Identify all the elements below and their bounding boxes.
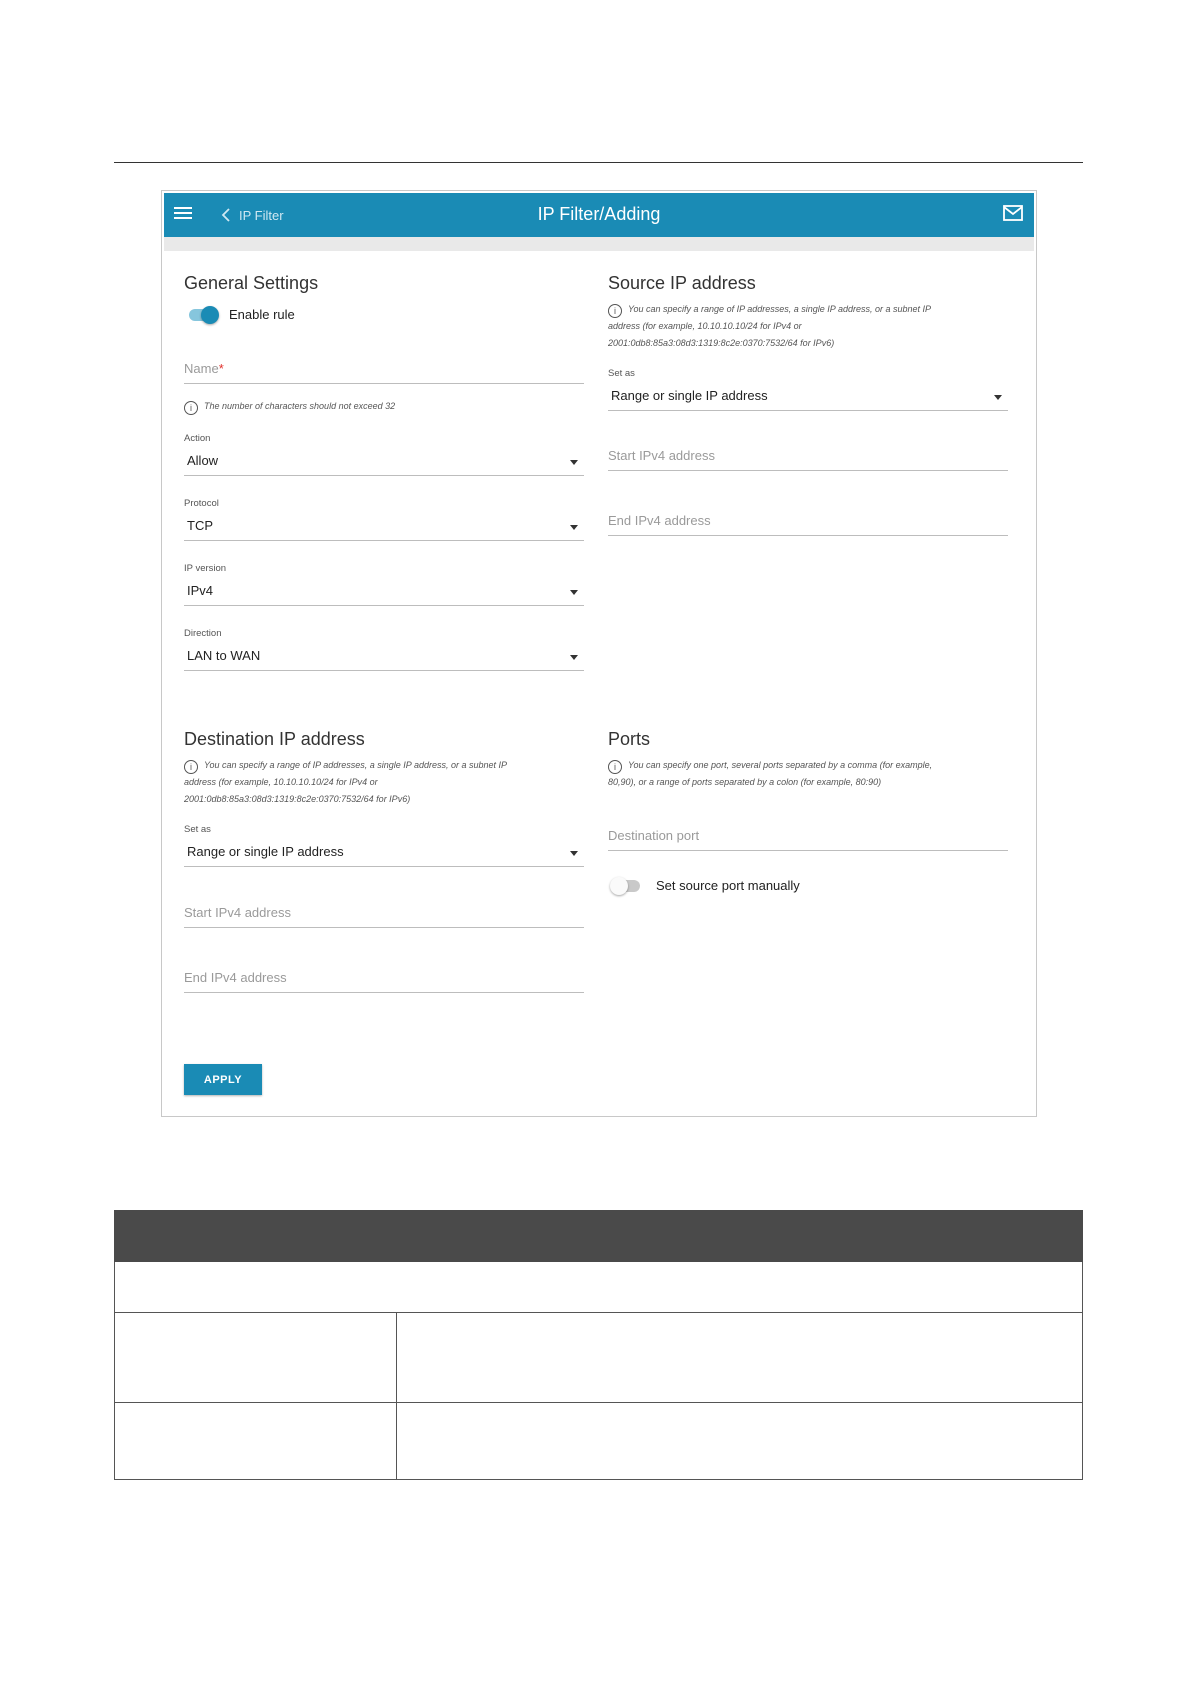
destination-ip-hint: i You can specify a range of IP addresses, a single IP address, or a subnet IP address (for example, 10.10.10.10/24 for IPv4 or 2001:0db8:85a3:08d3:1319:8c2e:0370:7532/64 for IPv6) bbox=[184, 760, 508, 804]
sub-bar bbox=[164, 237, 1034, 251]
enable-rule-toggle[interactable] bbox=[189, 307, 295, 322]
destination-start-ip-placeholder: Start IPv4 address bbox=[184, 905, 291, 920]
info-icon: i bbox=[608, 760, 622, 774]
table-row bbox=[114, 1313, 1083, 1403]
back-link-label: IP Filter bbox=[239, 207, 284, 223]
protocol-dropdown[interactable] bbox=[184, 510, 584, 541]
mail-icon[interactable] bbox=[1002, 203, 1024, 223]
source-ip-title: Source IP address bbox=[608, 273, 756, 293]
required-mark: * bbox=[218, 361, 224, 376]
apply-button[interactable]: APPLY bbox=[184, 1064, 262, 1095]
source-start-ip-placeholder: Start IPv4 address bbox=[608, 448, 715, 463]
table-row bbox=[114, 1262, 1083, 1313]
source-set-as-select[interactable] bbox=[608, 368, 1008, 411]
destination-end-ip-placeholder: End IPv4 address bbox=[184, 970, 287, 985]
destination-port-input[interactable] bbox=[608, 820, 1008, 851]
protocol-value: TCP bbox=[187, 518, 213, 533]
ip-version-dropdown[interactable] bbox=[184, 575, 584, 606]
destination-ip-title: Destination IP address bbox=[184, 729, 365, 749]
source-set-as-label: Set as bbox=[608, 368, 635, 379]
general-settings-title: General Settings bbox=[184, 273, 319, 293]
top-bar bbox=[164, 193, 1034, 237]
name-placeholder: Name* bbox=[184, 361, 224, 376]
page-title: IP Filter/Adding bbox=[537, 204, 661, 224]
ip-version-select[interactable] bbox=[184, 563, 584, 606]
page-top-rule bbox=[114, 162, 1083, 163]
direction-dropdown[interactable] bbox=[184, 640, 584, 671]
source-port-manual-switch[interactable] bbox=[612, 880, 640, 892]
ip-version-value: IPv4 bbox=[187, 583, 214, 598]
destination-end-ip-input[interactable] bbox=[184, 962, 584, 993]
destination-set-as-select[interactable] bbox=[184, 824, 584, 867]
chevron-down-icon bbox=[570, 460, 578, 465]
ip-version-label: IP version bbox=[184, 563, 227, 574]
info-icon: i bbox=[608, 304, 622, 318]
table-row bbox=[114, 1403, 1083, 1480]
name-input[interactable] bbox=[184, 353, 584, 384]
name-hint: i The number of characters should not exceed 32 bbox=[184, 398, 584, 415]
source-set-as-dropdown[interactable] bbox=[608, 380, 1008, 411]
chevron-down-icon bbox=[570, 655, 578, 660]
action-label: Action bbox=[184, 433, 211, 444]
source-port-manual-label: Set source port manually bbox=[656, 878, 800, 893]
source-end-ip-input[interactable] bbox=[608, 505, 1008, 536]
protocol-select[interactable] bbox=[184, 498, 584, 541]
chevron-down-icon bbox=[570, 590, 578, 595]
source-end-ip-placeholder: End IPv4 address bbox=[608, 513, 711, 528]
parameters-table bbox=[114, 1210, 1083, 1480]
direction-label: Direction bbox=[184, 628, 222, 639]
form-content bbox=[162, 251, 1036, 1116]
action-dropdown[interactable] bbox=[184, 445, 584, 476]
table-header bbox=[114, 1210, 1083, 1262]
chevron-down-icon bbox=[570, 851, 578, 856]
enable-rule-switch[interactable] bbox=[189, 309, 217, 321]
action-select[interactable] bbox=[184, 433, 584, 476]
destination-set-as-value: Range or single IP address bbox=[187, 844, 344, 859]
info-icon: i bbox=[184, 760, 198, 774]
destination-start-ip-input[interactable] bbox=[184, 897, 584, 928]
source-port-manual-toggle[interactable] bbox=[612, 878, 800, 893]
enable-rule-label: Enable rule bbox=[229, 307, 295, 322]
destination-set-as-label: Set as bbox=[184, 824, 211, 835]
screenshot-frame bbox=[161, 190, 1037, 1117]
chevron-down-icon bbox=[994, 395, 1002, 400]
info-icon: i bbox=[184, 401, 198, 415]
direction-select[interactable] bbox=[184, 628, 584, 671]
source-set-as-value: Range or single IP address bbox=[611, 388, 768, 403]
source-start-ip-input[interactable] bbox=[608, 440, 1008, 471]
destination-set-as-dropdown[interactable] bbox=[184, 836, 584, 867]
action-value: Allow bbox=[187, 453, 219, 468]
protocol-label: Protocol bbox=[184, 498, 219, 509]
ports-title: Ports bbox=[608, 729, 651, 749]
direction-value: LAN to WAN bbox=[187, 648, 261, 663]
destination-port-placeholder: Destination port bbox=[608, 828, 700, 843]
ports-hint: i You can specify one port, several ports separated by a comma (for example, 80,90), or a range of ports separated by a colon (for example, 80:90) bbox=[608, 760, 933, 787]
chevron-down-icon bbox=[570, 525, 578, 530]
source-ip-hint: i You can specify a range of IP addresses, a single IP address, or a subnet IP address (for example, 10.10.10.10/24 for IPv4 or 2001:0db8:85a3:08d3:1319:8c2e:0370:7532/64 for IPv6) bbox=[608, 304, 932, 348]
